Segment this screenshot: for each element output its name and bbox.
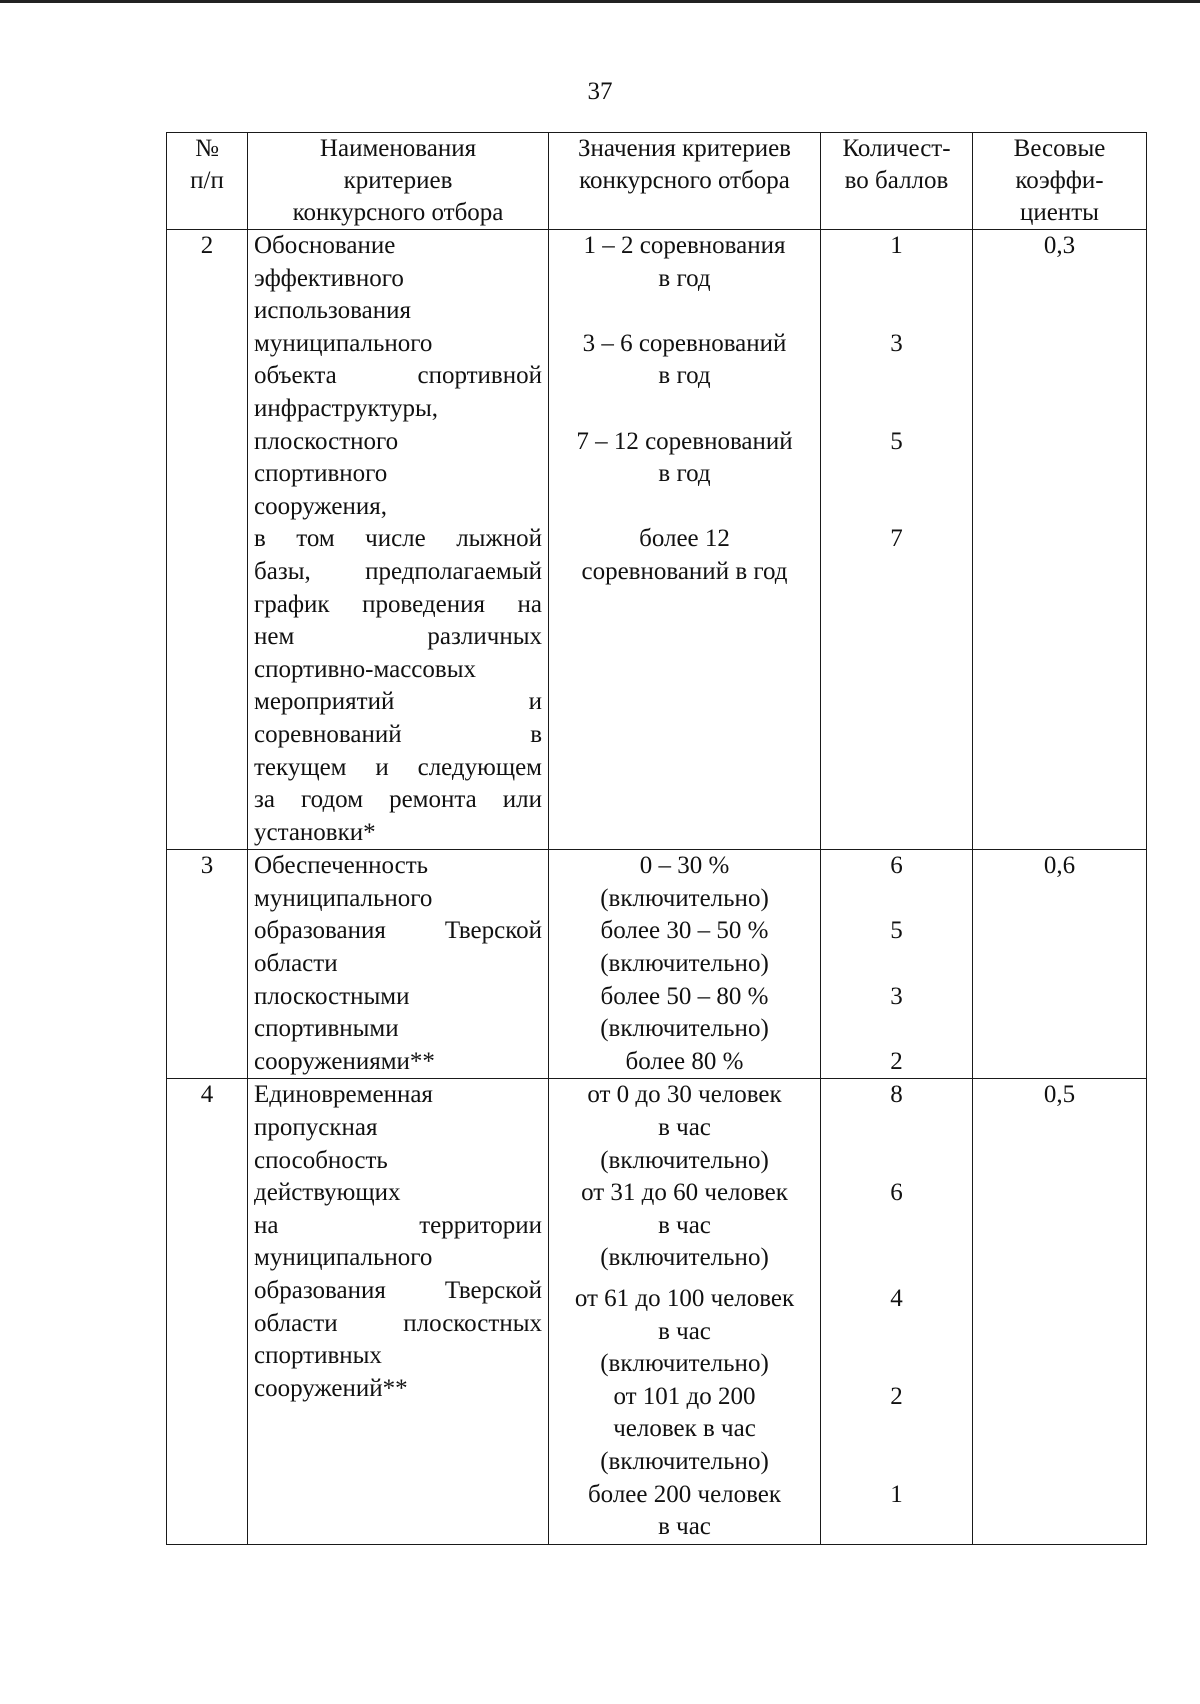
header-points	[821, 133, 973, 230]
value-line: (включительно)	[600, 1146, 769, 1174]
criterion-name	[248, 850, 549, 1079]
header-text: п/п	[190, 167, 224, 194]
scan-edge	[0, 0, 1200, 3]
weight-coefficient: 0,3	[973, 230, 1147, 850]
points-value: 5	[890, 427, 903, 455]
header-text: №	[195, 135, 219, 162]
value-line: (включительно)	[600, 1447, 769, 1475]
header-text: Значения критериев	[577, 135, 791, 162]
header-values	[549, 133, 821, 230]
value-line: от 101 до 200	[613, 1382, 756, 1410]
criterion-line: плоскостными	[254, 982, 410, 1010]
header-text: критериев	[343, 167, 453, 194]
criterion-line: Обеспеченность	[254, 852, 429, 880]
value-line: (включительно)	[600, 1015, 769, 1043]
value-line: в час	[658, 1114, 711, 1142]
value-line: 7 – 12 соревнований	[576, 427, 793, 455]
criterion-values	[549, 850, 821, 1079]
criterion-line: способность	[254, 1146, 388, 1174]
criterion-line: график проведения на	[254, 590, 542, 618]
value-line: (включительно)	[600, 1244, 769, 1272]
value-line: от 31 до 60 человек	[581, 1179, 788, 1207]
criterion-line: объекта спортивной	[254, 362, 542, 390]
criterion-line: спортивными	[254, 1015, 399, 1043]
criterion-line: спортивно-массовых	[254, 655, 476, 683]
points-value: 3	[890, 982, 903, 1010]
points-value: 4	[890, 1285, 903, 1312]
table-header-row	[167, 133, 1147, 230]
criterion-values	[549, 1079, 821, 1544]
points-value: 6	[890, 852, 903, 880]
criterion-line: установки*	[254, 818, 376, 846]
criterion-line: муниципального	[254, 329, 433, 357]
value-line: 3 – 6 соревнований	[582, 329, 787, 357]
table-row	[167, 850, 1147, 1079]
criterion-name	[248, 1079, 549, 1544]
criterion-line: использования	[254, 297, 411, 325]
criterion-line: текущем и следующем	[254, 753, 542, 781]
value-line: в час	[658, 1211, 711, 1239]
points-value: 1	[890, 1480, 903, 1508]
points-value: 2	[890, 1047, 903, 1075]
criterion-line: за годом ремонта или	[254, 786, 542, 814]
header-name	[248, 133, 549, 230]
criterion-line: образования Тверской	[254, 917, 542, 945]
value-line: (включительно)	[600, 884, 769, 912]
criterion-line: нем различных	[254, 623, 542, 651]
row-number: 4	[167, 1079, 248, 1544]
criterion-line: образования Тверской	[254, 1277, 542, 1304]
criterion-points	[821, 850, 973, 1079]
criterion-line: спортивных	[254, 1342, 382, 1370]
header-text: коэффи-	[1015, 167, 1104, 194]
criterion-line: соревнований в	[254, 720, 542, 748]
criterion-line: Обоснование	[254, 232, 396, 259]
value-line: в год	[658, 264, 711, 292]
value-line: в час	[658, 1317, 711, 1345]
points-value: 5	[890, 917, 903, 945]
value-line: 0 – 30 %	[639, 852, 730, 880]
criterion-line: Единовременная	[254, 1081, 433, 1109]
header-text: конкурсного отбора	[292, 199, 504, 226]
criterion-line: области	[254, 950, 338, 978]
criterion-line: сооружениями**	[254, 1047, 435, 1075]
value-line: в час	[658, 1513, 711, 1541]
criterion-line: спортивного	[254, 460, 388, 488]
value-line: человек в час	[613, 1415, 756, 1443]
points-value: 3	[890, 329, 903, 357]
table-row	[167, 230, 1147, 850]
criterion-line: сооружения,	[254, 492, 387, 520]
criterion-line: муниципального	[254, 1244, 433, 1272]
criterion-points	[821, 230, 973, 850]
value-line: более 80 %	[625, 1047, 744, 1075]
criterion-line: пропускная	[254, 1114, 378, 1142]
header-text: Весовые	[1013, 135, 1106, 162]
page-number: 37	[587, 78, 613, 105]
weight-coefficient: 0,5	[973, 1079, 1147, 1544]
header-num	[167, 133, 248, 230]
criterion-points	[821, 1079, 973, 1544]
value-line: более 12	[639, 525, 730, 553]
value-line: более 50 – 80 %	[600, 982, 769, 1010]
points-value: 6	[890, 1179, 903, 1207]
criterion-line: мероприятий и	[254, 688, 542, 716]
criteria-table	[166, 132, 1147, 1545]
header-text: конкурсного отбора	[579, 167, 790, 194]
criterion-line: плоскостного	[254, 427, 399, 455]
header-text: Количест-	[842, 135, 951, 162]
header-text: циенты	[1020, 199, 1099, 226]
header-text: во баллов	[844, 167, 949, 194]
points-value: 2	[890, 1382, 903, 1410]
criterion-line: действующих	[254, 1179, 401, 1207]
value-line: от 61 до 100 человек	[574, 1285, 795, 1312]
value-line: от 0 до 30 человек	[587, 1081, 782, 1109]
value-line: в год	[658, 460, 711, 488]
value-line: более 30 – 50 %	[600, 917, 769, 945]
value-line: соревнований в год	[581, 557, 788, 585]
points-value: 1	[890, 232, 903, 259]
points-value: 8	[890, 1081, 903, 1109]
criterion-line: сооружений**	[254, 1374, 408, 1402]
criterion-name	[248, 230, 549, 850]
value-line: (включительно)	[600, 1350, 769, 1378]
criterion-line: базы, предполагаемый	[254, 557, 542, 585]
header-text: Наименования	[319, 135, 477, 162]
value-line: более 200 человек	[587, 1480, 782, 1508]
header-weights	[973, 133, 1147, 230]
weight-coefficient: 0,6	[973, 850, 1147, 1079]
row-number: 3	[167, 850, 248, 1079]
criterion-values	[549, 230, 821, 850]
row-number: 2	[167, 230, 248, 850]
criterion-line: эффективного	[254, 264, 404, 292]
criterion-line: в том числе лыжной	[254, 525, 542, 553]
criterion-line: муниципального	[254, 884, 433, 912]
value-line: 1 – 2 соревнования	[583, 232, 786, 259]
table-row	[167, 1079, 1147, 1544]
value-line: в год	[658, 362, 711, 390]
value-line: (включительно)	[600, 950, 769, 978]
criterion-line: инфраструктуры,	[254, 394, 439, 422]
points-value: 7	[890, 525, 903, 553]
criterion-line: на территории	[254, 1211, 542, 1239]
criterion-line: области плоскостных	[254, 1309, 542, 1337]
